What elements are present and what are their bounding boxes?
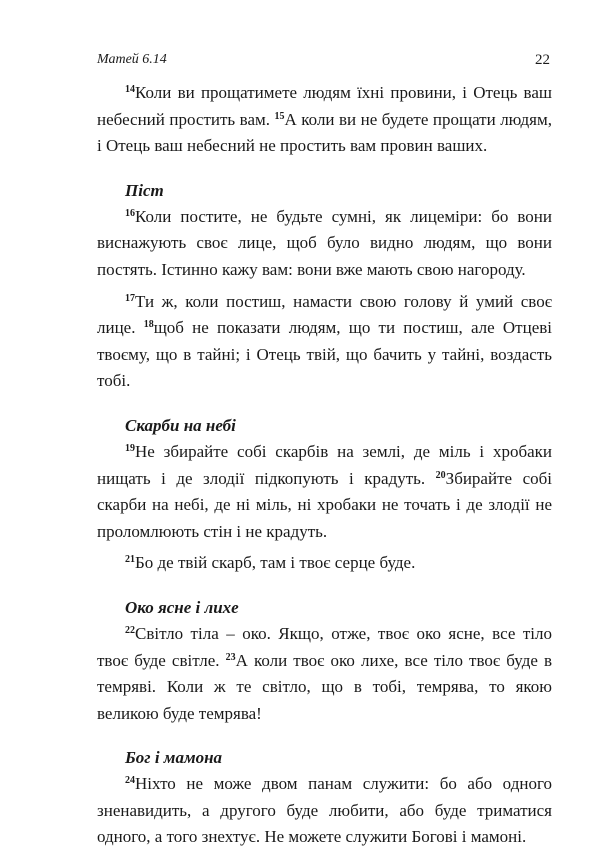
- verse-number: 22: [125, 624, 135, 636]
- verse-text: Ніхто не може двом панам служити: бо або одного зненавидить, а другого буде любити, або буде триматися одного, а того знехтує. Не можете служити Богові і мамоні.: [97, 774, 552, 847]
- verse-text: А коли твоє око лихе, все тіло твоє буде в темряві. Коли ж те світло, що в тобі, темрява, то якою великою буде темрява!: [97, 650, 552, 723]
- scripture-text: [97, 80, 552, 856]
- verse-text: А коли ви не будете прощати людям, і Отець ваш небесний не простить вам провин ваших.: [97, 109, 552, 156]
- verse-text: Ти ж, коли постиш, намасти свою голову й умий своє лице.: [97, 291, 552, 338]
- verse-number: 19: [125, 442, 135, 454]
- paragraph-16: [97, 204, 552, 284]
- verse-number: 16: [125, 207, 135, 219]
- verse-number: 18: [143, 319, 154, 331]
- section-heading-god-and-mammon: Бог і мамона: [125, 748, 223, 768]
- paragraph-17-18: [97, 289, 552, 395]
- section-heading-treasures: Скарби на небі: [125, 415, 236, 435]
- paragraph-14-15: [97, 80, 552, 160]
- section-heading-eye: Око ясне і лихе: [125, 597, 239, 617]
- paragraph-19-20: [97, 439, 552, 545]
- paragraph-24: [97, 771, 552, 851]
- verse-text: Світло тіла – око. Якщо, отже, твоє око ясне, все тіло твоє буде світле.: [97, 623, 552, 670]
- verse-number: 24: [125, 775, 135, 787]
- running-head: [97, 52, 550, 74]
- verse-text: Коли ви прощатимете людям їхні провини, і Отець ваш небесний простить вам.: [97, 83, 552, 129]
- verse-number: 17: [125, 292, 135, 304]
- verse-text: щоб не показати людям, що ти постиш, але Отцеві твоєму, що в тайні; і Отець твій, що бачить у тайні, воздасть тобі.: [97, 318, 552, 391]
- verse-text: Коли постите, не будьте сумні, як лицеміри: бо вони виснажують своє лице, щоб було видно людям, що вони постять. Істинно кажу вам: вони вже мають свою нагороду.: [97, 206, 552, 279]
- verse-number: 21: [125, 554, 135, 566]
- paragraph-21: [97, 550, 552, 577]
- section-heading-fasting: Піст: [125, 180, 164, 200]
- verse-number: 14: [125, 84, 135, 95]
- verse-number: 23: [225, 651, 236, 663]
- verse-text: Збирайте собі скарби на небі, де ні міль, ні хробаки не точать і де злодії не проломлюють стін і не крадуть.: [97, 468, 552, 541]
- chapter-reference: Матей 6.14: [97, 52, 167, 67]
- verse-text: Бо де твій скарб, там і твоє серце буде.: [135, 553, 416, 573]
- verse-number: 15: [274, 110, 285, 122]
- verse-text: Не збирайте собі скарбів на землі, де міль і хробаки нищать і де злодії підкопують і крадуть.: [97, 441, 552, 488]
- verse-number: 20: [435, 469, 446, 481]
- paragraph-22-23: [97, 621, 552, 727]
- page-number: 22: [535, 52, 550, 68]
